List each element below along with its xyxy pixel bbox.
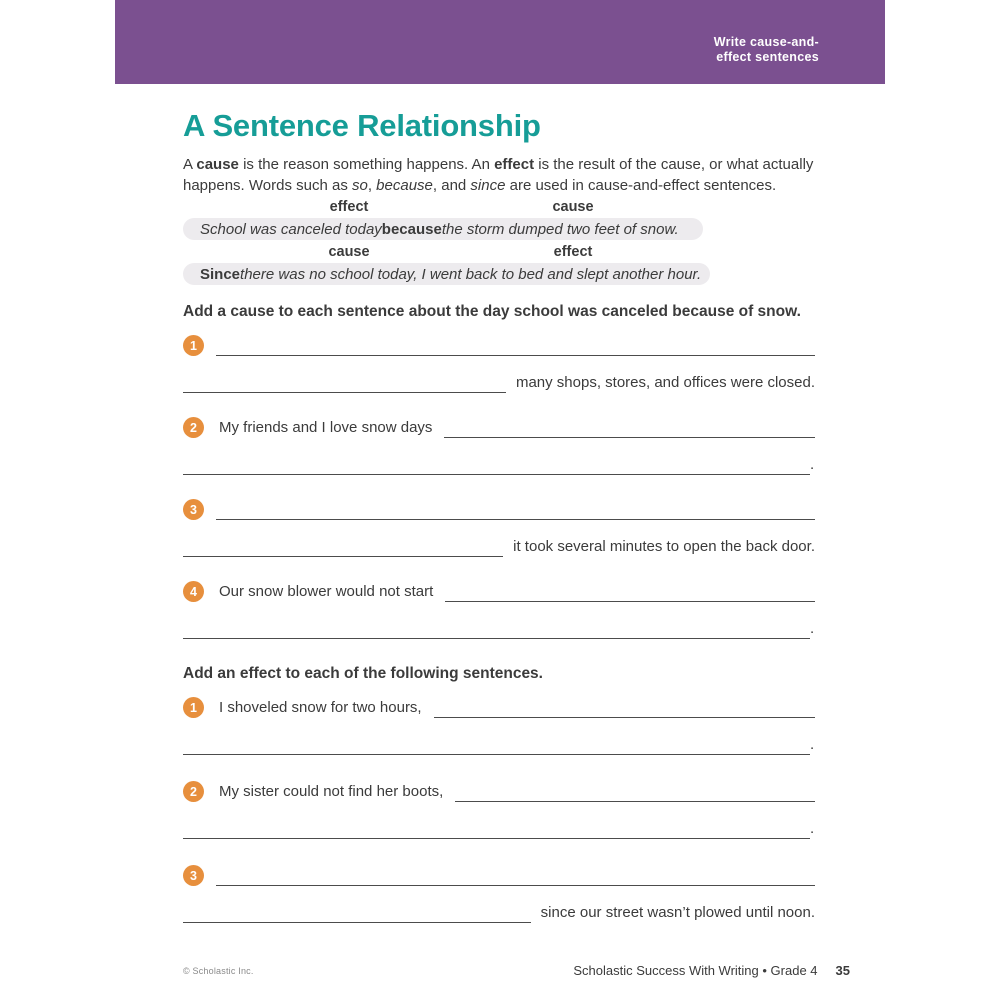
b2-end-punctuation: . xyxy=(810,820,815,837)
example2-connector: Since xyxy=(200,265,241,283)
a2-sentence-prefix: My friends and I love snow days xyxy=(219,419,433,436)
lesson-skill-line1: Write cause-and- xyxy=(713,35,819,49)
a1-row1 xyxy=(183,335,815,356)
a4-row2 xyxy=(183,619,815,639)
b2-row1 xyxy=(183,781,815,802)
b1-row2 xyxy=(183,735,815,755)
example2-labels xyxy=(183,244,815,260)
a1-number-badge: 1 xyxy=(183,335,204,356)
a2-row2 xyxy=(183,455,815,475)
section-a-instruction: Add a cause to each sentence about the day school was canceled because of snow. xyxy=(183,303,801,320)
b3-row2 xyxy=(183,903,815,923)
term-because: because xyxy=(376,177,433,194)
b2-answer-blank-1 xyxy=(455,782,815,802)
a4-row1 xyxy=(183,581,815,602)
page-number: 35 xyxy=(835,963,850,978)
example2-label-right: effect xyxy=(553,244,593,260)
b1-answer-blank-1 xyxy=(434,698,815,718)
a4-sentence-prefix: Our snow blower would not start xyxy=(219,583,434,600)
worksheet-content xyxy=(183,108,815,923)
a3-answer-blank-1 xyxy=(216,500,815,520)
intro-line2: happens. Words such as so, because, and since are used in cause-and-effect sentences. xyxy=(183,177,777,194)
b3-sentence-suffix: since our street wasn’t plowed until noon. xyxy=(540,904,815,921)
section-a-items xyxy=(183,335,815,639)
b3-number-badge: 3 xyxy=(183,865,204,886)
term-so: so xyxy=(351,177,368,194)
lesson-skill-banner xyxy=(115,0,885,84)
a2-end-punctuation: . xyxy=(810,456,815,473)
page-title: A Sentence Relationship xyxy=(183,108,541,143)
b1-end-punctuation: . xyxy=(810,736,815,753)
b1-number-badge: 1 xyxy=(183,697,204,718)
copyright-notice: © Scholastic Inc. xyxy=(183,966,254,976)
a2-number-badge: 2 xyxy=(183,417,204,438)
a1-answer-blank-1 xyxy=(216,336,815,356)
section-b-instruction: Add an effect to each of the following sentences. xyxy=(183,665,543,682)
example1-sentence: School was canceled today because the storm dumped two feet of snow. xyxy=(183,218,703,240)
a3-row1 xyxy=(183,499,815,520)
b1-sentence-prefix: I shoveled snow for two hours, xyxy=(219,699,422,716)
b2-row2 xyxy=(183,819,815,839)
a1-answer-blank-2 xyxy=(183,373,506,393)
b2-sentence-prefix: My sister could not find her boots, xyxy=(219,783,444,800)
a4-answer-blank-1 xyxy=(445,582,815,602)
lesson-skill-line2: effect sentences xyxy=(716,49,819,64)
term-since: since xyxy=(470,177,506,194)
b3-row1 xyxy=(183,865,815,886)
example2-sentence: Since there was no school today, I went back to bed and slept another hour. xyxy=(183,263,710,285)
a4-number-badge: 4 xyxy=(183,581,204,602)
a1-row2 xyxy=(183,373,815,393)
example1-label-right: cause xyxy=(552,199,594,215)
b2-number-badge: 2 xyxy=(183,781,204,802)
b3-answer-blank-2 xyxy=(183,903,531,923)
a3-row2 xyxy=(183,537,815,557)
example1-label-left: effect xyxy=(329,199,369,215)
a1-sentence-suffix: many shops, stores, and offices were closed. xyxy=(515,374,815,391)
b1-row1 xyxy=(183,697,815,718)
book-series-title: Scholastic Success With Writing • Grade 4 xyxy=(573,963,818,978)
a2-row1 xyxy=(183,417,815,438)
term-cause: cause xyxy=(196,156,239,173)
example1-labels xyxy=(183,199,815,215)
b3-answer-blank-1 xyxy=(216,866,815,886)
a3-number-badge: 3 xyxy=(183,499,204,520)
intro-paragraph xyxy=(183,154,815,196)
a2-answer-blank-1 xyxy=(444,418,815,438)
example1-connector: because xyxy=(381,220,442,238)
a3-sentence-suffix: it took several minutes to open the back door. xyxy=(513,538,815,555)
a2-answer-blank-2 xyxy=(183,455,810,475)
b1-answer-blank-2 xyxy=(183,735,810,755)
lesson-skill-label xyxy=(714,35,819,64)
a4-answer-blank-2 xyxy=(183,619,810,639)
term-effect: effect xyxy=(494,156,535,173)
a3-answer-blank-2 xyxy=(183,537,503,557)
example2-label-left: cause xyxy=(328,244,370,260)
book-footer xyxy=(573,963,850,978)
intro-line1: A cause is the reason something happens. An effect is the result of the cause, or what actually xyxy=(183,156,814,173)
b2-answer-blank-2 xyxy=(183,819,810,839)
section-b-items xyxy=(183,697,815,923)
a4-end-punctuation: . xyxy=(810,620,815,637)
